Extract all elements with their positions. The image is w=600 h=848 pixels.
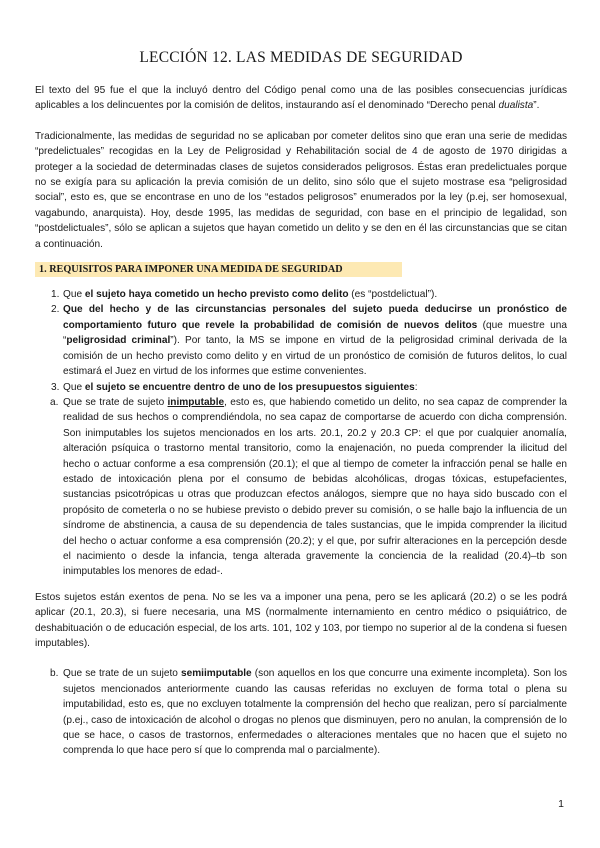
list-marker: 1.: [51, 289, 60, 301]
presupuesto-a: a. Que se trate de sujeto inimputable, esto es, que habiendo cometido un delito, no sea capaz de comprender la realidad de sus hechos o comprendiéndola, no sea capaz de comportarse de acuerdo con dicha comprensión. Son inimputables los sujetos mencionados en los arts. 20.1, 20.2 y 20.3 CP: el que por cualquier anomalía, alteración psíquica o trastorno mental transitorio, como la enajenación, no pueda comprender la ilicitud del hecho o actuar conforme a esa comprensión (20.1); el que al tiempo de cometer la infracción penal se halle en estado de intoxicación plena por el consumo de bebidas alcohólicas, drogas tóxicas, estupefacientes, sustancias psicotrópicas u otras que produzcan efectos análogos, siempre que no haya sido buscado con el propósito de cometerla o no se hubiese previsto o debido prever su comisión, o se halle bajo la influencia de un síndrome de abstinencia, a causa de su dependencia de tales sustancias, que le impida comprender la ilicitud del hecho o actuar conforme a esa comprensión (20.2); y el que, por sufrir alteraciones en la percepción desde el nacimiento o desde la infancia, tenga alterada gravemente la conciencia de la realidad (20.4)–tb son inimputables los menores de edad-.: [50, 396, 567, 578]
exemption-paragraph: Estos sujetos están exentos de pena. No se les va a imponer una pena, pero se les aplicará (20.2) o se les podrá aplicar (20.1, 20.3), si fuere necesaria, una MS (normalmente internamiento en centro médico o psiquiátrico, de deshabituación o de educación especial, de los arts. 101, 102 y 103, por tiempo no superior al de la condena si fuesen imputables).: [35, 591, 567, 649]
list-marker: a.: [50, 396, 59, 408]
section-heading-requisitos: 1. REQUISITOS PARA IMPONER UNA MEDIDA DE SEGURIDAD: [35, 262, 402, 277]
page-title: LECCIÓN 12. LAS MEDIDAS DE SEGURIDAD: [139, 49, 463, 66]
dualista-term: dualista: [498, 100, 534, 112]
requirement-item: 1. Que el sujeto haya cometido un hecho previsto como delito (es “postdelictual”).: [35, 287, 567, 302]
intro-paragraph-1: El texto del 95 fue el que la incluyó dentro del Código penal como una de las posibles consecuencias jurídicas aplicables a los delincuentes por la comisión de delitos, instaurando así el denominado “Derecho penal dualista”.: [35, 85, 567, 112]
intro-paragraph-2: Tradicionalmente, las medidas de seguridad no se aplicaban por cometer delitos sino que eran una serie de medidas “predelictuales” recogidas en la Ley de Peligrosidad y Rehabilitación social de 4 de agosto de 1970 dirigidas a proteger a la sociedad de determinadas clases de sujetos considerados peligrosos. Éstas eran predelictuales porque no se exigía para su aplicación la previa comisión de un delito, sino sólo que el sujeto mostrase esa “peligrosidad social”, esto es, que se encontrase en uno de los “estados peligrosos” enumerados por la ley (p.ej, ser homosexual, vagabundo, anarquista). Hoy, desde 1995, las medidas de seguridad, con base en el principio de legalidad, son “postdelictuales”, sólo se aplican a sujetos que hayan cometido un delito y se den en él las circunstancias que se citan a continuación.: [35, 130, 567, 250]
inimputable-term: inimputable: [167, 396, 225, 408]
list-marker: 3.: [51, 381, 60, 393]
requirement-item: 2. Que del hecho y de las circunstancias personales del sujeto pueda deducirse un pronóstico de comportamiento futuro que revele la probabilidad de comisión de nuevos delitos (que muestre una “peligrosidad criminal”). Por tanto, la MS se impone en virtud de la peligrosidad criminal derivada de la comisión de un hecho previsto como delito y en virtud de un pronóstico de comisión de futuros delitos, lo cual estimará el Juez en virtud de los informes que estime convenientes.: [51, 304, 567, 378]
list-marker: b.: [50, 668, 59, 680]
semiimputable-term: semiimputable: [180, 668, 252, 680]
presupuesto-b: b. Que se trate de un sujeto semiimputable (son aquellos en los que concurre una eximente incompleta). Son los sujetos mencionados anteriormente cuando las causas referidas no excluyen de forma total o plena su imputabilidad, esto es, que no excluyen totalmente la comprensión del hecho que realizan, pero sí parcialmente (p.ej., caso de intoxicación de alcohol o drogas no plenos que disminuyen, pero no anulan, la comprensión de lo que se hace, o casos de trastornos, enfermedades o alteraciones mentales que no hacen que el sujeto no comprenda lo que hace pero sí que lo comprenda mal o parcialmente).: [50, 668, 567, 757]
list-marker: 2.: [51, 304, 60, 316]
requirements-list: [35, 287, 567, 395]
page-number: 1: [558, 798, 564, 810]
requirement-item: 3. Que el sujeto se encuentre dentro de uno de los presupuestos siguientes:: [35, 380, 567, 395]
